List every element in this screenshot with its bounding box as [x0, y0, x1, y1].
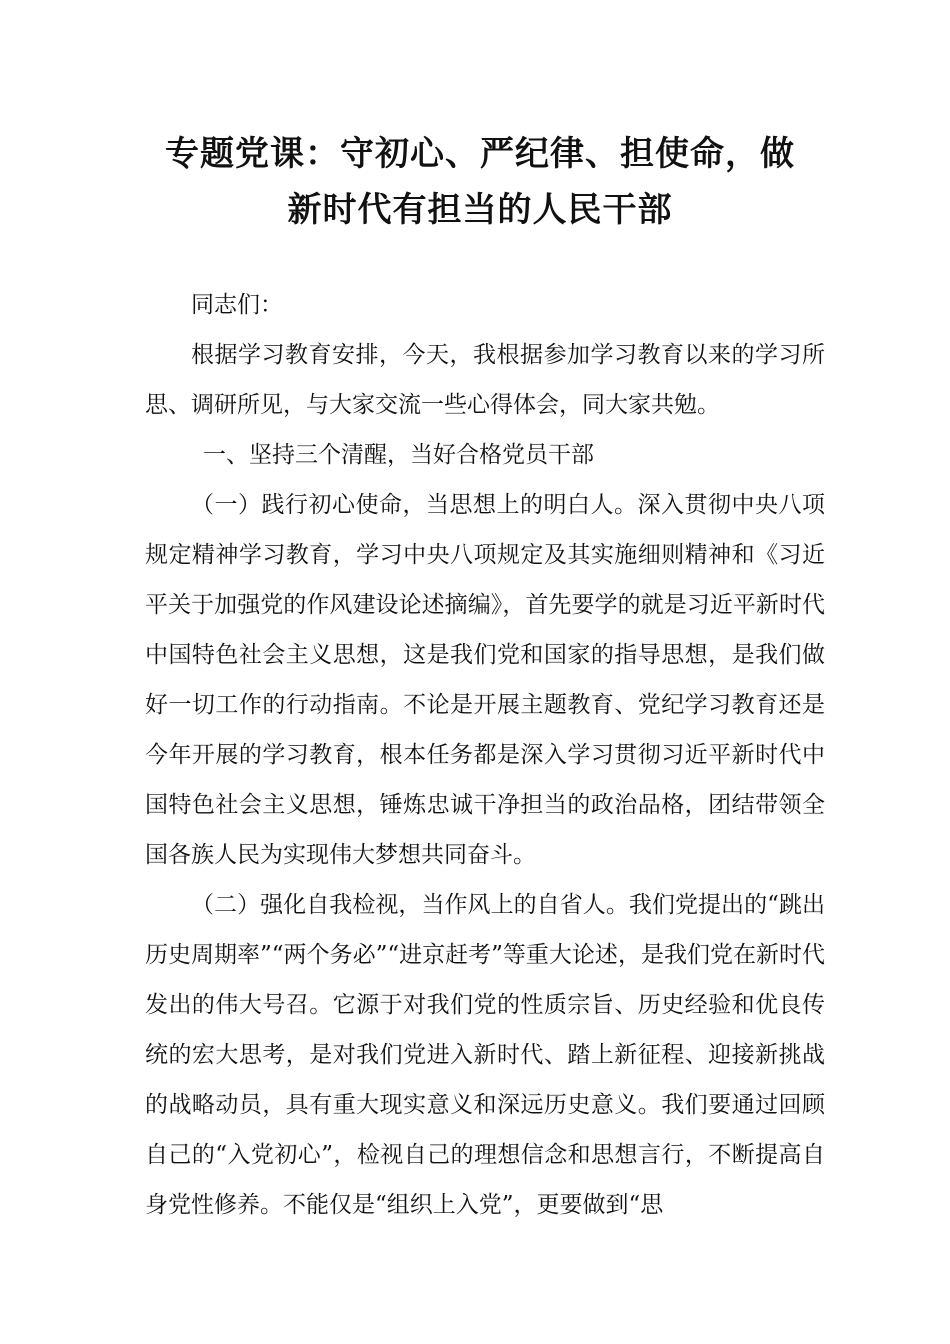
paragraph-intro: 根据学习教育安排，今天，我根据参加学习教育以来的学习所思、调研所见，与大家交流一些心得体会，同大家共勉。	[145, 342, 825, 418]
salutation: 同志们：	[191, 292, 283, 318]
document-body	[145, 280, 825, 1230]
title-line-2: 新时代有担当的人民干部	[287, 190, 673, 230]
title-line-1: 专题党课：守初心、严纪律、担使命，做	[165, 134, 795, 174]
paragraph-section-1-1: （一）践行初心使命，当思想上的明白人。深入贯彻中央八项规定精神学习教育，学习中央八项规定及其实施细则精神和《习近平关于加强党的作风建设论述摘编》，首先要学的就是习近平新时代中国特色社会主义思想，这是我们党和国家的指导思想，是我们做好一切工作的行动指南。不论是开展主题教育、党纪学习教育还是今年开展的学习教育，根本任务都是深入学习贯彻习近平新时代中国特色社会主义思想，锤炼忠诚干净担当的政治品格，团结带领全国各族人民为实现伟大梦想共同奋斗。	[145, 492, 825, 868]
document-title	[140, 126, 820, 238]
section-heading-1: 一、坚持三个清醒，当好合格党员干部	[203, 442, 594, 468]
paragraph-section-1-2: （二）强化自我检视，当作风上的自省人。我们党提出的“跳出历史周期率”“两个务必”“进京赶考”等重大论述，是我们党在新时代发出的伟大号召。它源于对我们党的性质宗旨、历史经验和优良传统的宏大思考，是对我们党进入新时代、踏上新征程、迎接新挑战的战略动员，具有重大现实意义和深远历史意义。我们要通过回顾自己的“入党初心”，检视自己的理想信念和思想言行，不断提高自身党性修养。不能仅是“组织上入党”，更要做到“思	[145, 892, 825, 1218]
